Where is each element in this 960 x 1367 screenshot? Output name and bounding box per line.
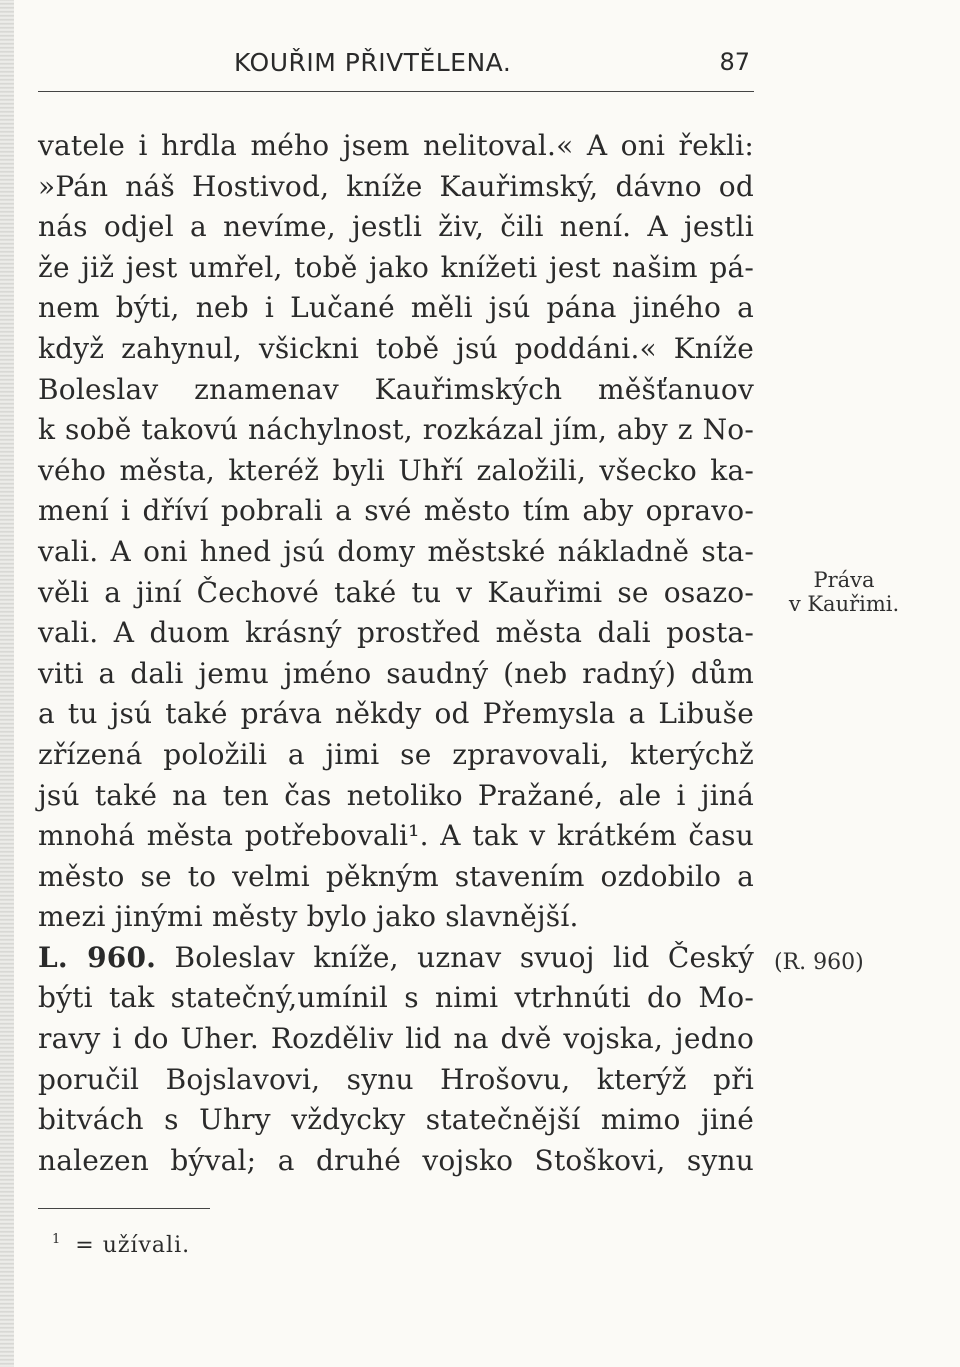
running-title: KOUŘIM PŘIVTĚLENA. bbox=[234, 48, 512, 77]
year-label: L. 960. bbox=[38, 940, 157, 974]
text-line: zřízená položili a jimi se zpravovali, kterýchž bbox=[38, 737, 754, 771]
text-line: když zahynul, všickni tobě jsú poddáni.« Kníže bbox=[38, 331, 754, 365]
text-line: jsú také na ten čas netoliko Pražané, ale i jiná bbox=[38, 778, 754, 812]
text-line: k sobě takovú náchylnost, rozkázal jím, aby z No- bbox=[38, 413, 754, 447]
text-line: Boleslav znamenav Kauřimských měšťanuov bbox=[38, 372, 754, 406]
text-line: bitvách s Uhry vždycky statečnější mimo jiné bbox=[38, 1103, 754, 1137]
text-line: »Pán náš Hostivod, kníže Kauřimský, dávno od bbox=[38, 169, 754, 203]
year-entry-text: Boleslav kníže, uznav svuoj lid Český bbox=[174, 940, 755, 974]
margin-note-line: Práva bbox=[813, 568, 875, 592]
body-text bbox=[38, 126, 754, 1181]
text-line: nem býti, neb i Lučané měli jsú pána jiného a bbox=[38, 291, 754, 325]
margin-note-line: v Kauřimi. bbox=[788, 592, 900, 616]
margin-note-prava bbox=[764, 568, 924, 616]
footnote bbox=[52, 1232, 190, 1258]
text-line: mezi jinými městy bylo jako slavnější. bbox=[38, 900, 579, 934]
page-edge-shadow bbox=[0, 0, 14, 1367]
year-entry-line bbox=[38, 938, 754, 979]
text-line: vatele i hrdla mého jsem nelitoval.« A oni řekli: bbox=[38, 129, 754, 162]
text-line: věli a jiní Čechové také tu v Kauřimi se osazo- bbox=[38, 575, 754, 609]
text-line: mnohá města potřebovali¹. A tak v krátkém času bbox=[38, 819, 754, 853]
text-line: že již jest umřel, tobě jako knížeti jest našim pá- bbox=[38, 250, 754, 284]
text-line: býti tak statečný,umínil s nimi vtrhnúti do Mo- bbox=[38, 981, 754, 1015]
margin-note-year: (R. 960) bbox=[774, 950, 864, 975]
text-line: vého města, kteréž byli Uhří založili, všecko ka- bbox=[38, 453, 754, 487]
page-number: 87 bbox=[719, 48, 750, 76]
text-line: viti a dali jemu jméno saudný (neb radný) dům bbox=[38, 656, 754, 690]
footnote-text: = užívali. bbox=[75, 1233, 191, 1258]
text-line: a tu jsú také práva někdy od Přemysla a Libuše bbox=[38, 697, 754, 731]
text-line: nalezen býval; a druhé vojsko Stoškovi, synu bbox=[38, 1143, 754, 1177]
footnote-marker: 1 bbox=[52, 1232, 62, 1247]
header-rule bbox=[38, 91, 754, 92]
text-line: mení i dříví pobrali a své město tím aby opravo- bbox=[38, 494, 754, 528]
text-line: vali. A oni hned jsú domy městské nákladně sta- bbox=[38, 534, 754, 568]
text-line: město se to velmi pěkným stavením ozdobilo a bbox=[38, 859, 754, 893]
text-line: nás odjel a nevíme, jestli živ, čili není. A jestli bbox=[38, 210, 754, 244]
footnote-rule bbox=[38, 1208, 210, 1209]
page-header bbox=[38, 48, 754, 88]
text-line: ravy i do Uher. Rozděliv lid na dvě vojska, jedno bbox=[38, 1022, 754, 1056]
text-line: vali. A duom krásný prostřed města dali posta- bbox=[38, 616, 754, 650]
text-line: poručil Bojslavovi, synu Hrošovu, kterýž při bbox=[38, 1062, 754, 1096]
